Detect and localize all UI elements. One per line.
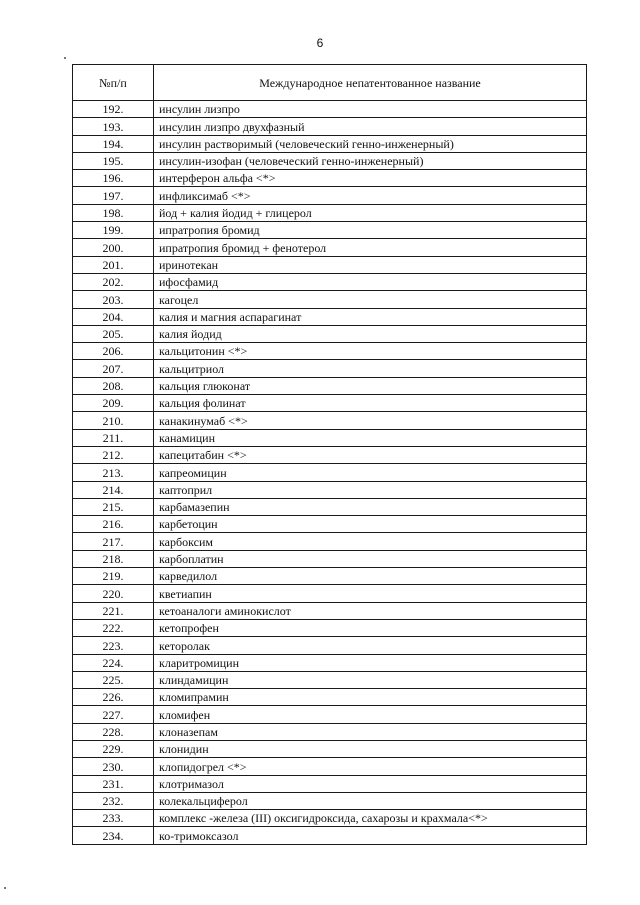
drug-name: карбетоцин — [154, 516, 587, 533]
row-number: 215. — [73, 498, 154, 515]
row-number: 232. — [73, 792, 154, 809]
table-row — [73, 239, 587, 256]
table-row — [73, 377, 587, 394]
table-row — [73, 533, 587, 550]
drug-name: клотримазол — [154, 775, 587, 792]
row-number: 223. — [73, 637, 154, 654]
row-number: 217. — [73, 533, 154, 550]
row-number: 231. — [73, 775, 154, 792]
table-row — [73, 671, 587, 688]
drug-name: ипратропия бромид + фенотерол — [154, 239, 587, 256]
drug-name: комплекс -железа (III) оксигидроксида, сахарозы и крахмала<*> — [154, 810, 587, 827]
row-number: 226. — [73, 689, 154, 706]
drug-name: канакинумаб <*> — [154, 412, 587, 429]
drug-name: инсулин растворимый (человеческий генно-инженерный) — [154, 135, 587, 152]
drug-name: карбоксим — [154, 533, 587, 550]
row-number: 218. — [73, 550, 154, 567]
drug-list-table — [72, 64, 587, 845]
row-number: 212. — [73, 446, 154, 463]
table-row — [73, 827, 587, 844]
table-row — [73, 568, 587, 585]
row-number: 205. — [73, 325, 154, 342]
row-number: 225. — [73, 671, 154, 688]
header-number: №п/п — [73, 65, 154, 101]
table-row — [73, 498, 587, 515]
table-row — [73, 516, 587, 533]
row-number: 202. — [73, 273, 154, 290]
table-row — [73, 585, 587, 602]
row-number: 196. — [73, 170, 154, 187]
drug-name: кальцитонин <*> — [154, 343, 587, 360]
drug-name: инсулин лизпро двухфазный — [154, 118, 587, 135]
drug-name: инсулин-изофан (человеческий генно-инженерный) — [154, 152, 587, 169]
table-row — [73, 256, 587, 273]
table-row — [73, 360, 587, 377]
drug-name: каптоприл — [154, 481, 587, 498]
drug-name: ко-тримоксазол — [154, 827, 587, 844]
drug-name: кветиапин — [154, 585, 587, 602]
table-row — [73, 343, 587, 360]
row-number: 210. — [73, 412, 154, 429]
drug-name: кальция фолинат — [154, 395, 587, 412]
drug-name: ипратропия бромид — [154, 222, 587, 239]
row-number: 208. — [73, 377, 154, 394]
table-row — [73, 446, 587, 463]
drug-name: кломипрамин — [154, 689, 587, 706]
row-number: 219. — [73, 568, 154, 585]
row-number: 198. — [73, 204, 154, 221]
table-row — [73, 637, 587, 654]
drug-name: инсулин лизпро — [154, 101, 587, 118]
table-row — [73, 481, 587, 498]
table-row — [73, 775, 587, 792]
table-row — [73, 308, 587, 325]
table-row — [73, 118, 587, 135]
row-number: 206. — [73, 343, 154, 360]
table-row — [73, 810, 587, 827]
drug-name: кларитромицин — [154, 654, 587, 671]
table-row — [73, 222, 587, 239]
drug-name: капреомицин — [154, 464, 587, 481]
drug-name: кеторолак — [154, 637, 587, 654]
row-number: 234. — [73, 827, 154, 844]
drug-name: капецитабин <*> — [154, 446, 587, 463]
drug-name: кетопрофен — [154, 619, 587, 636]
table-row — [73, 550, 587, 567]
row-number: 211. — [73, 429, 154, 446]
drug-name: карведилол — [154, 568, 587, 585]
drug-name: кетоаналоги аминокислот — [154, 602, 587, 619]
drug-name: калия и магния аспарагинат — [154, 308, 587, 325]
drug-name: ифосфамид — [154, 273, 587, 290]
row-number: 201. — [73, 256, 154, 273]
table-row — [73, 101, 587, 118]
row-number: 214. — [73, 481, 154, 498]
table-row — [73, 654, 587, 671]
table-body — [73, 101, 587, 845]
table-row — [73, 723, 587, 740]
row-number: 194. — [73, 135, 154, 152]
row-number: 209. — [73, 395, 154, 412]
drug-name: кальцитриол — [154, 360, 587, 377]
table-row — [73, 170, 587, 187]
drug-name: иринотекан — [154, 256, 587, 273]
table-row — [73, 395, 587, 412]
drug-name: клопидогрел <*> — [154, 758, 587, 775]
table-row — [73, 135, 587, 152]
scan-speck — [4, 887, 6, 889]
table-row — [73, 152, 587, 169]
row-number: 216. — [73, 516, 154, 533]
table-row — [73, 273, 587, 290]
drug-name: йод + калия йодид + глицерол — [154, 204, 587, 221]
drug-name: клоназепам — [154, 723, 587, 740]
drug-name: кагоцел — [154, 291, 587, 308]
row-number: 220. — [73, 585, 154, 602]
page-number: 6 — [316, 36, 324, 50]
drug-name: карбоплатин — [154, 550, 587, 567]
row-number: 224. — [73, 654, 154, 671]
drug-name: инфликсимаб <*> — [154, 187, 587, 204]
row-number: 230. — [73, 758, 154, 775]
table-row — [73, 412, 587, 429]
table-header-row — [73, 65, 587, 101]
row-number: 213. — [73, 464, 154, 481]
table-row — [73, 689, 587, 706]
row-number: 222. — [73, 619, 154, 636]
table-row — [73, 429, 587, 446]
table-row — [73, 464, 587, 481]
drug-name: колекальциферол — [154, 792, 587, 809]
drug-name: канамицин — [154, 429, 587, 446]
drug-name: калия йодид — [154, 325, 587, 342]
table-row — [73, 187, 587, 204]
table-row — [73, 204, 587, 221]
row-number: 233. — [73, 810, 154, 827]
row-number: 193. — [73, 118, 154, 135]
header-name: Международное непатентованное название — [154, 65, 587, 101]
row-number: 227. — [73, 706, 154, 723]
row-number: 199. — [73, 222, 154, 239]
row-number: 197. — [73, 187, 154, 204]
row-number: 204. — [73, 308, 154, 325]
row-number: 195. — [73, 152, 154, 169]
row-number: 207. — [73, 360, 154, 377]
drug-name: карбамазепин — [154, 498, 587, 515]
row-number: 228. — [73, 723, 154, 740]
table-row — [73, 291, 587, 308]
table-row — [73, 740, 587, 757]
row-number: 229. — [73, 740, 154, 757]
table-row — [73, 792, 587, 809]
row-number: 200. — [73, 239, 154, 256]
table-row — [73, 706, 587, 723]
table-row — [73, 619, 587, 636]
scan-speck — [64, 57, 66, 59]
table-row — [73, 758, 587, 775]
table-row — [73, 602, 587, 619]
row-number: 203. — [73, 291, 154, 308]
drug-name: интерферон альфа <*> — [154, 170, 587, 187]
row-number: 192. — [73, 101, 154, 118]
table-row — [73, 325, 587, 342]
row-number: 221. — [73, 602, 154, 619]
drug-name: кальция глюконат — [154, 377, 587, 394]
drug-name: клиндамицин — [154, 671, 587, 688]
drug-name: кломифен — [154, 706, 587, 723]
drug-name: клонидин — [154, 740, 587, 757]
